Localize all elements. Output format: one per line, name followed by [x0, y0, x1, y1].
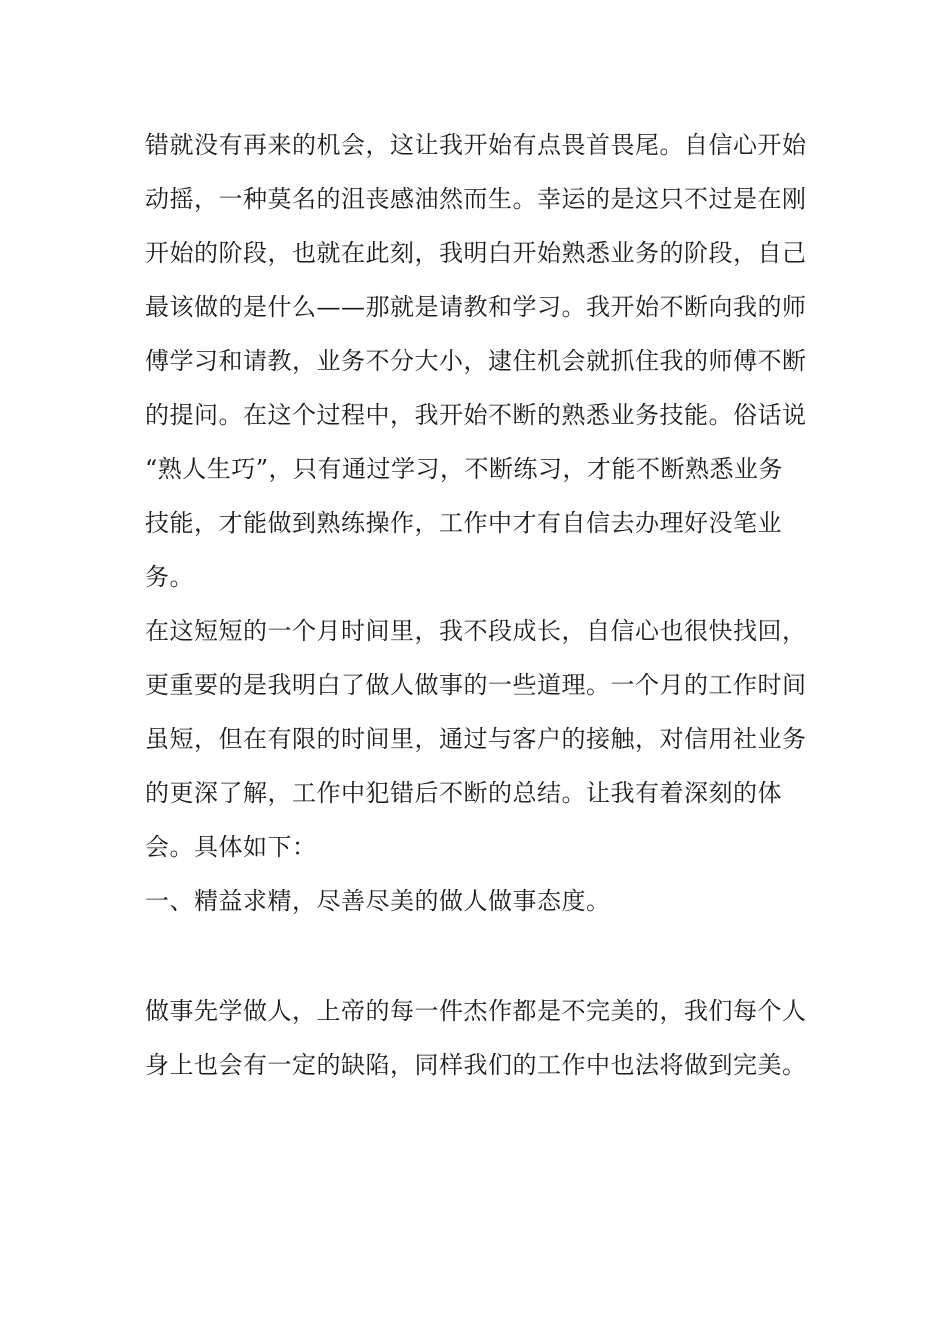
text-line: 务。 [145, 563, 194, 591]
text-line: 会。具体如下： [145, 833, 317, 861]
text-line: 错就没有再来的机会，这让我开始有点畏首畏尾。自信心开始 [145, 131, 807, 159]
text-line: 傅学习和请教，业务不分大小，逮住机会就抓住我的师傅不断 [145, 347, 807, 375]
text-line: 的提问。在这个过程中，我开始不断的熟悉业务技能。俗话说 [145, 401, 807, 429]
text-line: 在这短短的一个月时间里，我不段成长，自信心也很快找回， [145, 617, 807, 645]
text-line: “熟人生巧”，只有通过学习，不断练习，才能不断熟悉业务 [145, 455, 784, 483]
text-line: 技能，才能做到熟练操作，工作中才有自信去办理好没笔业 [145, 509, 782, 537]
text-line: 做事先学做人，上帝的每一件杰作都是不完美的，我们每个人 [145, 997, 807, 1025]
text-line: 最该做的是什么——那就是请教和学习。我开始不断向我的师 [145, 293, 807, 321]
text-line: 身上也会有一定的缺陷，同样我们的工作中也法将做到完美。 [145, 1051, 807, 1079]
text-line: 虽短，但在有限的时间里，通过与客户的接触，对信用社业务 [145, 725, 807, 753]
section-heading: 一、精益求精，尽善尽美的做人做事态度。 [145, 887, 611, 915]
text-line: 动摇，一种莫名的沮丧感油然而生。幸运的是这只不过是在刚 [145, 185, 807, 213]
text-line: 开始的阶段，也就在此刻，我明白开始熟悉业务的阶段，自己 [145, 239, 807, 267]
text-line: 更重要的是我明白了做人做事的一些道理。一个月的工作时间 [145, 671, 807, 699]
text-line: 的更深了解，工作中犯错后不断的总结。让我有着深刻的体 [145, 779, 782, 807]
